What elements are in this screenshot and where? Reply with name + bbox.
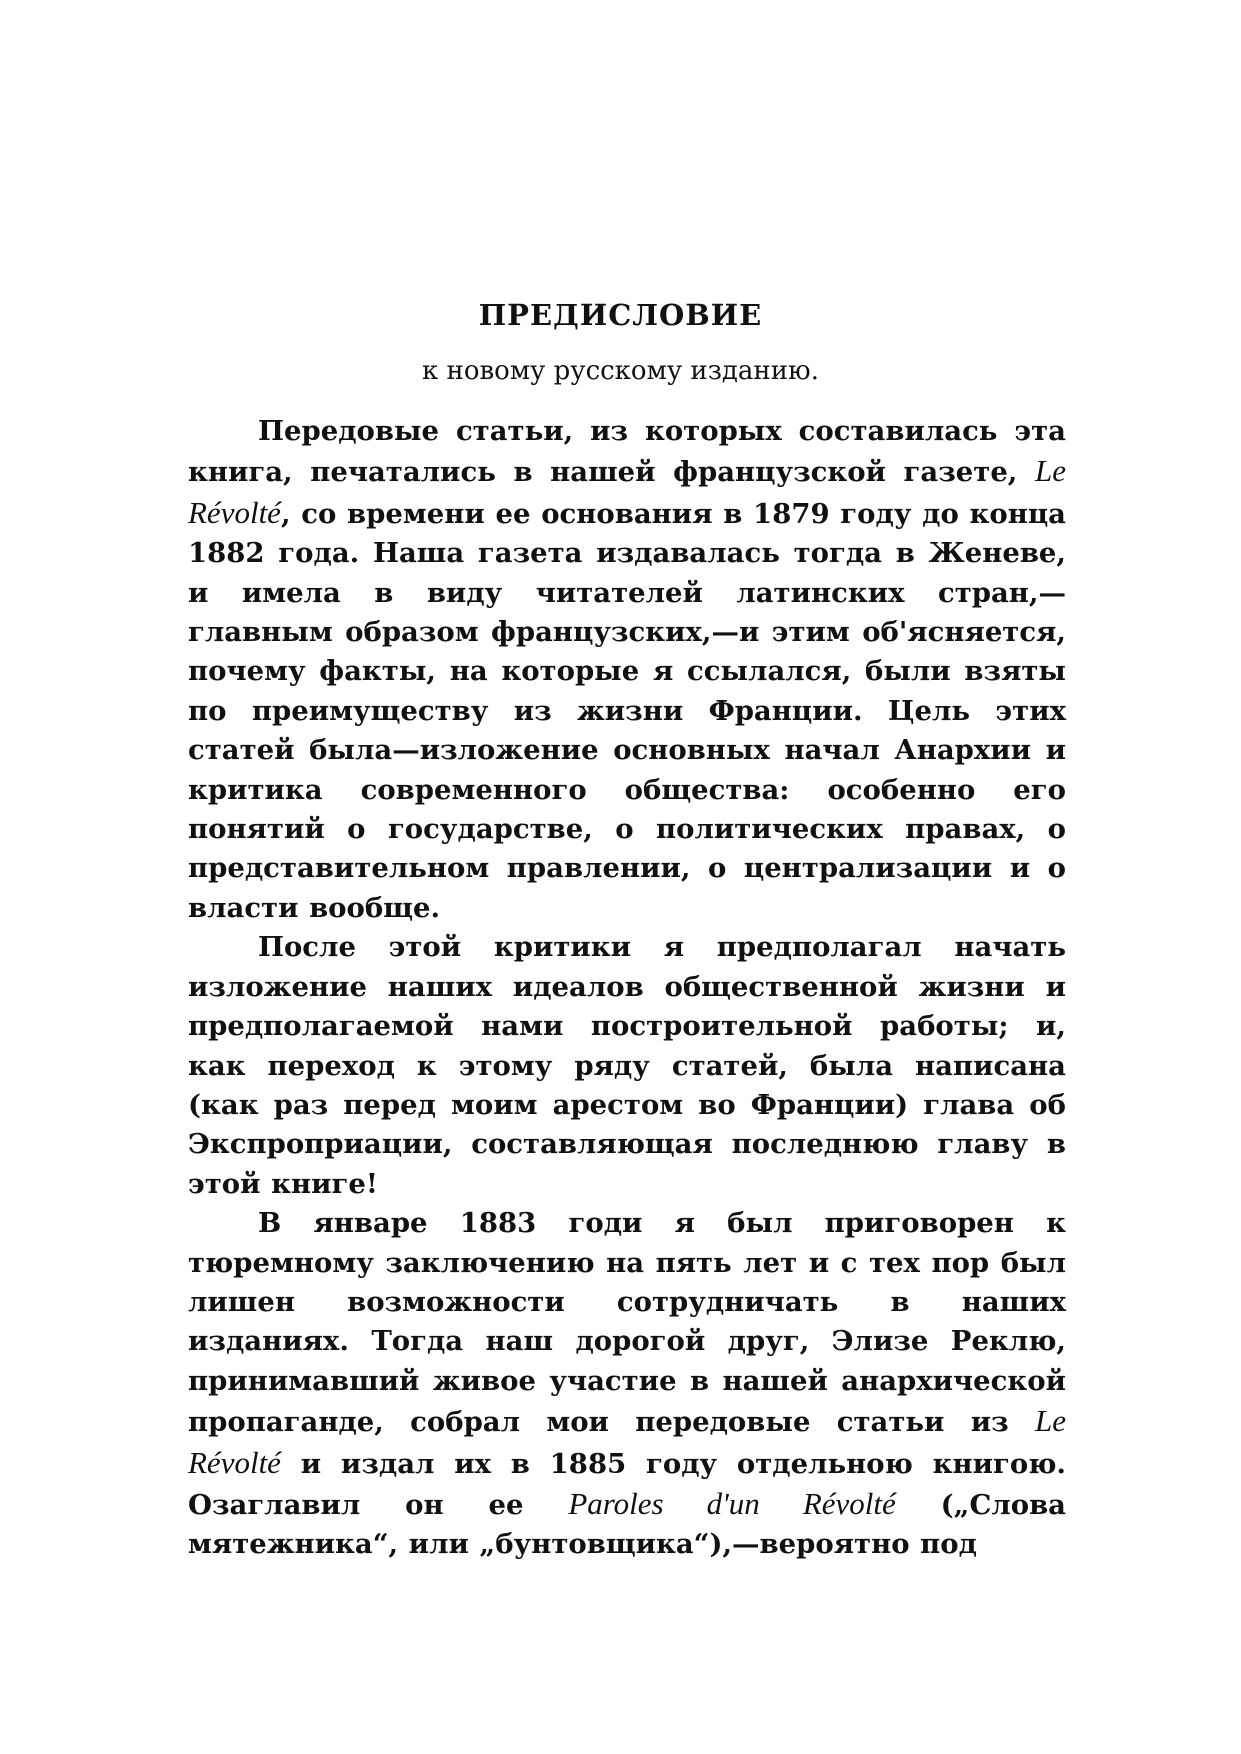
newspaper-title: Le Révolté (188, 453, 1066, 530)
book-title: Paroles d'un Révolté (568, 1485, 896, 1521)
body-text (188, 412, 1066, 1565)
paragraph-text: , со времени ее основания в 1879 году до конца 1882 года. Наша газета издавалась тогда в Женеве, и имела в виду читателей латинских стран,—главным образом французских,—и этим об'ясняется, почему факты, на которые я ссылался, были взяты по преимуществу из жизни Франции. Цель этих статей была—изложение основных начал Анархии и критика современного общества: особенно его понятий о государстве, о политических правах, о представительном правлении, о централизации и о власти вообще. (188, 497, 1066, 924)
page-title: ПРЕДИСЛОВИЕ (478, 298, 763, 332)
paragraph (188, 928, 1066, 1204)
paragraph-text: и издал их в 1885 году отдельною книгою. Озаглавил он ее (188, 1447, 1066, 1521)
paragraph (188, 412, 1066, 928)
paragraph (188, 1204, 1066, 1565)
paragraph-text: („Слова мятежника“, или „бунтовщика“),—вероятно под (188, 1488, 1067, 1561)
page-subtitle: к новому русскому изданию. (422, 356, 819, 386)
paragraph-text: В январе 1883 годи я был приговорен к тюремному заключению на пять лет и с тех пор был лишен возможности сотрудничать в наших изданиях. Тогда наш дорогой друг, Элизе Реклю, принимавший живое участие в нашей анархической пропаганде, собрал мои передовые статьи из (188, 1207, 1066, 1439)
paragraph-text: Передовые статьи, из которых составилась эта книга, печатались в нашей французской газете, (188, 415, 1066, 489)
paragraph-text: После этой критики я предполагал начать изложение наших идеалов общественной жизни и предполагаемой нами построительной работы; и, как переход к этому ряду статей, была написана (как раз перед моим арестом во Франции) глава об Экспроприации, составляющая последнюю главу в этой книге! (188, 931, 1066, 1200)
newspaper-title: Le Révolté (188, 1403, 1066, 1480)
